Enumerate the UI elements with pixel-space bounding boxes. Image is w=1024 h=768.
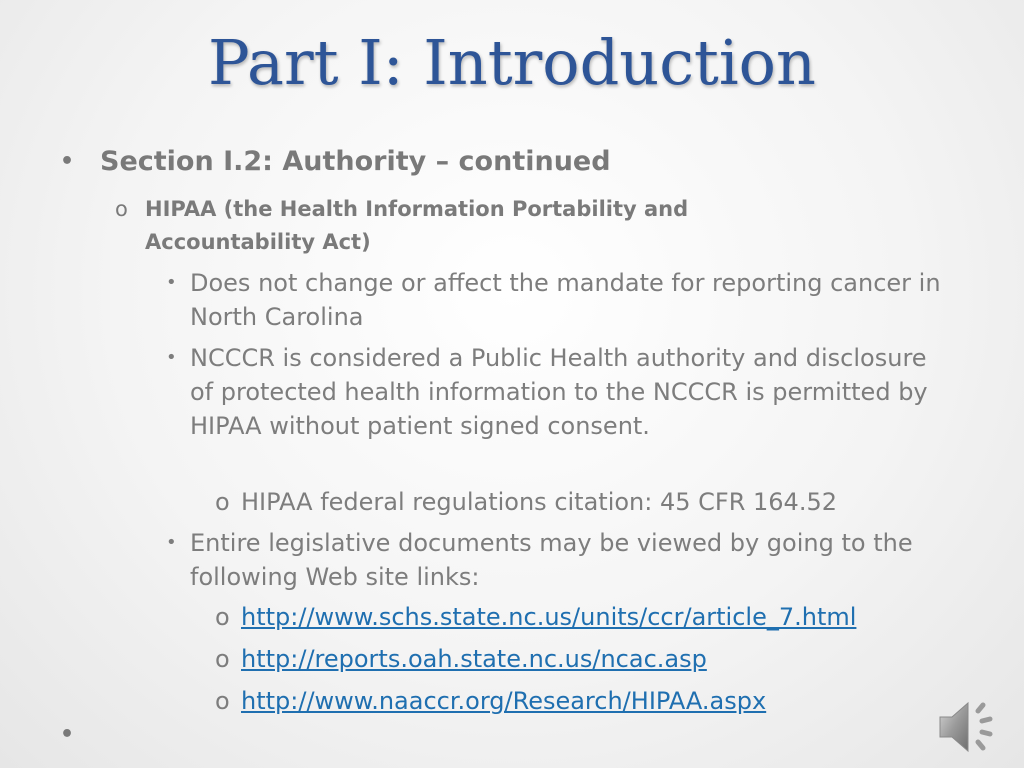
bullet-text: Entire legislative documents may be viewed by going to the following Web site links: xyxy=(190,529,913,591)
bullet-text: Does not change or affect the mandate for reporting cancer in North Carolina xyxy=(190,269,941,331)
bullet-text: NCCCR is considered a Public Health authority and disclosure of protected health information to the NCCCR is permitted by HIPAA without patient signed consent. xyxy=(190,344,928,440)
link-item xyxy=(215,600,1001,634)
citation-item xyxy=(215,485,961,519)
link-naaccr-hipaa[interactable]: http://www.naaccr.org/Research/HIPAA.aspx xyxy=(241,687,767,715)
section-heading: Section I.2: Authority – continued xyxy=(100,146,611,177)
bullet-marker: • xyxy=(60,722,75,747)
citation-text: HIPAA federal regulations citation: 45 CFR 164.52 xyxy=(241,488,837,516)
list-item xyxy=(166,266,950,334)
slide-title: Part I: Introduction xyxy=(208,26,816,99)
list-item xyxy=(166,341,950,443)
speaker-audio-icon[interactable] xyxy=(934,695,1006,759)
bullet-marker: • xyxy=(166,272,177,293)
link-item xyxy=(215,684,1001,718)
subsection-marker: o xyxy=(115,197,128,221)
link-ncac[interactable]: http://reports.oah.state.nc.us/ncac.asp xyxy=(241,645,707,673)
subsection-heading: HIPAA (the Health Information Portability and Accountability Act) xyxy=(145,197,689,254)
link-item xyxy=(215,642,1001,676)
bullet-marker: • xyxy=(60,149,75,174)
list-item xyxy=(166,526,950,594)
sub-bullet-marker: o xyxy=(215,488,230,516)
empty-bullet xyxy=(60,716,74,752)
section-item xyxy=(60,145,980,179)
sub-bullet-marker: o xyxy=(215,603,230,631)
bullet-marker: • xyxy=(166,532,177,553)
bullet-marker: • xyxy=(166,347,177,368)
sub-bullet-marker: o xyxy=(215,645,230,673)
subsection-item xyxy=(115,193,805,259)
sub-bullet-marker: o xyxy=(215,687,230,715)
speaker-audio-icon-graphic xyxy=(934,695,1006,759)
link-article-7[interactable]: http://www.schs.state.nc.us/units/ccr/article_7.html xyxy=(241,603,857,631)
